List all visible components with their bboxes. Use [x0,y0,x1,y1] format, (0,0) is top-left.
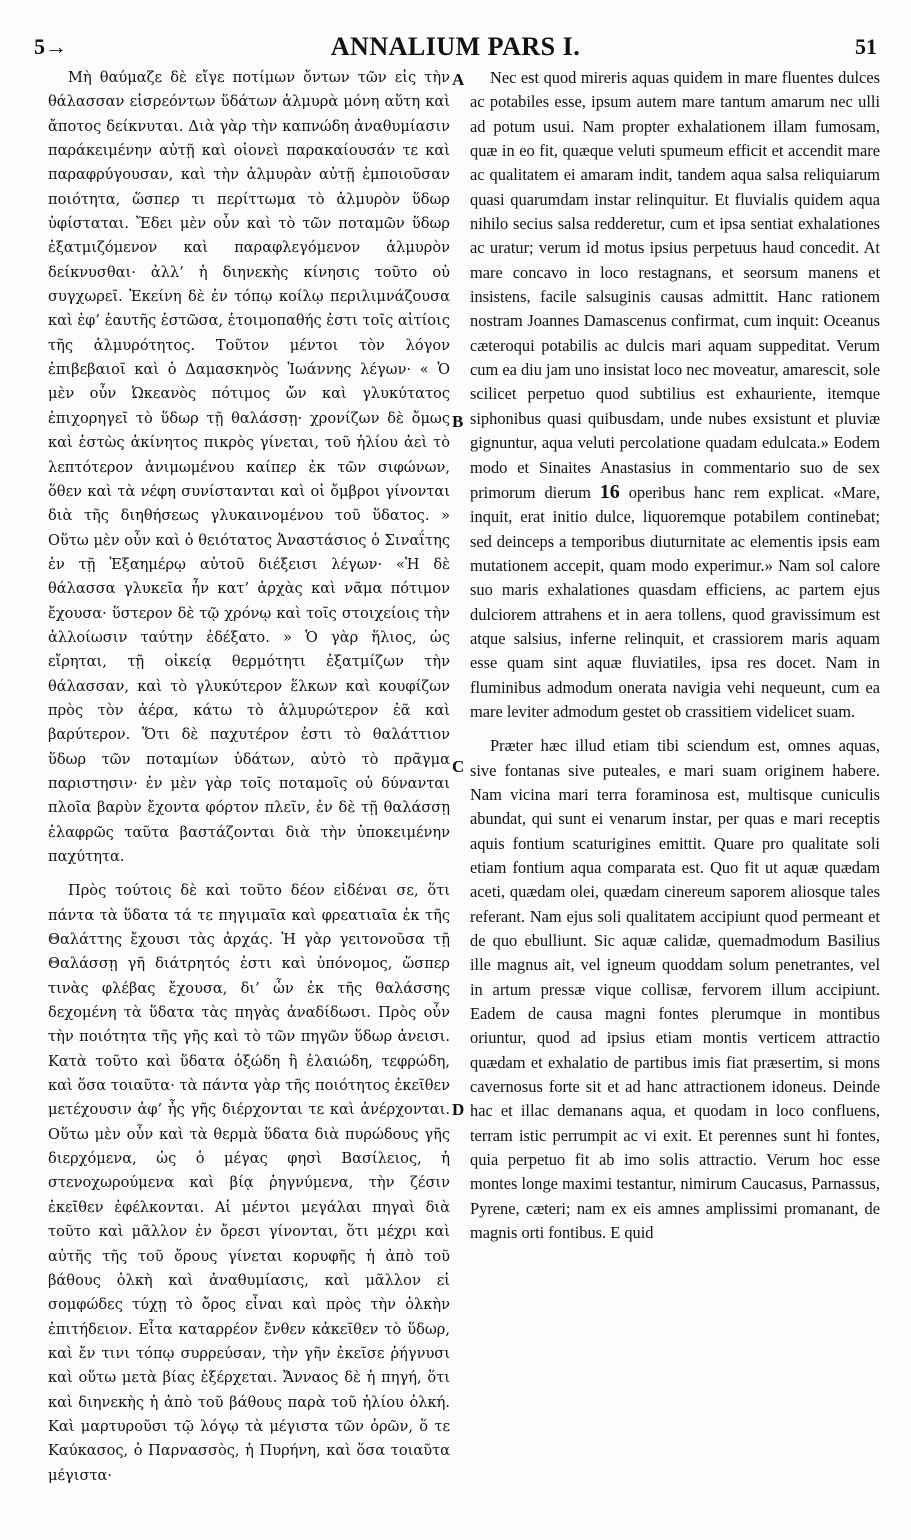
latin-paragraph-1 [470,66,880,724]
running-header [30,30,881,60]
latin-paragraph-2: Præter hæc illud etiam tibi sciendum est, omnes aquas, sive fontanas sive puteales, e mari suam originem habere. Nam vicina mari terra foraminosa est, multisque cuniculis abundat, qui sunt ei venarum instar, per quas e mari receptis aquis fontium scaturigines emittit. Quare pro qualitate soli etiam fontium aqua comparata est. Quo fit ut aquæ quædam aceti, quædam olei, quædam cinereum saporem aliosque tales referant. Nam ejus soli qualitatem accipiunt quod permeant et de quo ebulliunt. Sic aquæ calidæ, quemadmodum Basilius ille magnus ait, vel igneum quoddam solum penetrantes, vel in artum pressæ vique collisæ, fervorem illum accipiunt. Eadem de causa magni fontes plerumque in montibus oriuntur, quod ad ipsius etiam montis verticem attractio quædam et exhalatio de partibus imis fiat præsertim, si mons cavernosus forte sit et ad hanc attractionem idoneus. Deinde hac et illac demanans aqua, et quodam in loco confluens, terram istic perrumpit ac vi exit. Et perennes sunt hi fontes, quia perpetuo fit ab imo solis attractio. Verum hoc esse montes longe maximi testantur, nimirum Caucasus, Parnassus, Pyrene, cæteri; nam ex eis amnes amplissimi promanant, de magnis orti fontibus. E quid [470,736,880,1243]
page-number-right: 51 [855,34,877,59]
margin-letter-a: A [452,70,465,89]
latin-column [470,66,880,1246]
margin-letter-d: D [452,1100,465,1119]
margin-letter-c: C [452,757,465,776]
running-title: ANNALIUM PARS I. [330,32,581,61]
greek-paragraph-2: Πρὸς τούτοις δὲ καὶ τοῦτο δέον εἰδέναι σε, ὅτι πάντα τὰ ὕδατα τά τε πηγιμαῖα καὶ φρεατιαῖα ἐκ τῆς Θαλάττης ἔχουσι τὰς ἀρχάς. Ἡ γὰρ γειτονοῦσα τῇ Θαλάσσῃ γῆ διάτρητός ἐστι καὶ ὑπόνομος, ὥσπερ τινὰς φλέβας ἔχουσα, δι’ ὧν ἐκ τῆς θαλάσσης δεχομένη τὰ ὕδατα τὰς πηγὰς ἀναδίδωσι. Πρὸς οὖν τὴν ποιότητα τῆς γῆς καὶ τὸ τῶν πηγῶν ὕδωρ ἀνεισι. Κατὰ τοῦτο καὶ ὕδατα ὀξώδη ἢ ἐλαιώδη, τεφρώδη, καὶ ὅσα τοιαῦτα· τὰ πάντα γὰρ τῆς ποιότητος ἐκεῖθεν μετέχουσιν ἀφ’ ἧς γῆς διέρχονται τε καὶ ἀνέρχονται. Οὕτω μὲν οὖν καὶ τὰ θερμὰ ὕδατα διὰ πυρώδους γῆς διερχόμενα, ὡς ὁ μέγας φησὶ Βασίλειος, ἡ στενοχωρούμενα καὶ βίᾳ ῥηγνύμενα, τὴν ζέσιν ἐκεῖθεν ἐφέλκονται. Αἱ μέντοι μεγάλαι πηγαὶ διὰ τοῦτο καὶ μᾶλλον ἐν ὄρεσι γίνονται, ὅτι μέχρι καὶ αὐτῆς τῆς τοῦ ὄρους γίνεται κορυφῆς ἡ ἀπὸ τοῦ βάθους ὁλκὴ καὶ ἀναθυμίασις, καὶ μᾶλλον εἰ σομφώδες τύχῃ τὸ ὄρος εἶναι καὶ πρὸς τὴν ὁλκὴν ἐπιτήδειον. Εἶτα καταρρέον ἔνθεν κἀκεῖθεν τὸ ὕδωρ, καὶ ἔν τινι τόπῳ συρρεύσαν, τὴν γῆν ἐκεῖσε ῥήγνυσι καὶ οὕτω μετὰ βίας ἐξέρχεται. Ἄνναος δὲ ἡ πηγή, ὅτι καὶ διηνεκὴς ἡ ἀπὸ τοῦ βάθους παρὰ τοῦ ἡλίου ὁλκή. Καὶ μαρτυροῦσι τῷ λόγῳ τὰ μέγιστα τῶν ὀρῶν, ὅ τε Καύκασος, ὁ Παρνασσὸς, ἡ Πυρήνη, καὶ ὅσα τοιαῦτα μέγιστα· [48,882,450,1484]
latin-paragraph-1-part-a: Nec est quod mireris aquas quidem in mare fluentes dulces ac potabiles esse, ipsum autem mare tantum amarum nec ulli ad potum usui. Nam propter exhalationem illam fumosam, quæ in eo fit, quæque veluti spumeum efficit et accendit mare ac qualitatem ei amaram indit, tandem aqua salsa reliquiarum quasi quarumdam instar relinquitur. Et fluvialis quidem aqua nihilo secius salsa redderetur, cum et ipsa sentiat exhalationes ac uratur; verum id motus ipsius perpetuus haud concedit. At mare concavo in loco restagnans, et seorsum manens et insistens, facile salsuginis causas admittit. Hanc rationem nostram Joannes Damascenus confirmat, cum inquit: Oceanus cæteroqui potabilis ac dulcis mari aquam suppeditat. Verum cum ea diu jam uno insistat loco nec moveatur, amarescit, sole scilicet perpetuo quod subtilius est exhauriente, itemque siphonibus quasi quibusdam, unde nubes exsistunt et pluviæ gignuntur, aqua veluti percolatione quadam edulcata.» Eodem modo et Sinaites Anastasius in commentario suo de sex primorum dierum [470,68,880,502]
section-number: 16 [599,480,620,503]
page-number-left: 5→ [34,34,67,59]
latin-paragraph-1-part-b: operibus hanc rem explicat. «Mare, inquit, erat initio dulce, liquoremque potabilem continebat; sed deinceps a temporibus diuturnitate ac elementis ipsis eam mutationem accepit, quam modo experimur.» Nam sol calore suo maris exhalationes quasdam efficiens, ac partem ejus dulciorem attrahens et in aera tollens, quod gravissimum est atque salsius, inferne relinquit, et crassiorem maris aquam esse quam sint aquæ fluviatiles, ipsa res docet. Nam in fluminibus admodum onerata navigia vehi nequeunt, cum ea mare leviter admodum gestet ob crassitiem videlicet suam. [470,482,880,721]
greek-paragraph-1: Μὴ θαύμαζε δὲ εἴγε ποτίμων ὄντων τῶν εἰς τὴν θάλασσαν εἰσρεόντων ὕδάτων ἁλμυρὰ μόνη αὕτη καὶ ἄποτος δείκνυται. Διὰ γὰρ τὴν καπνώδη ἀναθυμίασιν παράκειμένην αὐτῇ καὶ οἱονεὶ παρακαίουσάν τε καὶ παραφρύγουσαν, καὶ τὴν ἁλμυρὰν αὐτῇ ἐμποιοῦσαν ποιότητα, ὥσπερ τι περίττωμα τὸ ἁλμυρὸν ὕδωρ ὑφίσταται. Ἔδει μὲν οὖν καὶ τὸ τῶν ποταμῶν ὕδωρ ἐξατμιζόμενον καὶ παραφλεγόμενον ἁλμυρὸν δείκνυσθαι· ἀλλ’ ἡ διηνεκὴς κίνησις τοῦτο οὐ συγχωρεῖ. Ἐκείνη δὲ ἐν τόπῳ κοίλῳ περιλιμνάζουσα καὶ ἐφ’ ἑαυτῆς ἑστῶσα, ἑτοιμοπαθής ἐστι τοῖς αἰτίοις τῆς ἁλμυρότητος. Τοῦτον μέντοι τὸν λόγον ἐπιβεβαιοῖ καὶ ὁ Δαμασκηνὸς Ἰωάννης λέγων· « Ὁ μὲν οὖν Ὠκεανὸς πότιμος ὤν καὶ γλυκύτατος ἐπιχορηγεῖ τὸ ὕδωρ τῇ θαλάσσῃ· χρονίζων δὲ ὄμως καὶ ἑστὼς ἀκίνητος πικρὸς γίνεται, τοῦ ἡλίου ἀεὶ τὸ λεπτότερον ἀνιμωμένου καίπερ ἐκ τῶν σιφώνων, ὅθεν καὶ τὰ νέφη συνίστανται καὶ οἱ ὄμβροι γίνονται διὰ τῆς διηθήσεως γλυκαινομένου τοῦ ὕδατος. » Οὕτω μὲν οὖν καὶ ὁ θειότατος Ἀναστάσιος ὁ Σιναΐτης ἐν τῇ Ἐξαημέρῳ αὐτοῦ διέξεισι λέγων· «Ἡ δὲ θάλασσα γλυκεῖα ἦν κατ’ ἀρχὰς καὶ νᾶμα πότιμον ἔχουσα· ὕστερον δὲ τῷ χρόνῳ καὶ τοῖς στοιχείοις τὴν ἀλλοίωσιν ταύτην ἐδέξατο. » Ὁ γὰρ ἥλιος, ὡς εἴρηται, τῇ οἰκείᾳ θερμότητι ἐξατμίζων τὴν θάλασσαν, καὶ τὸ γλυκύτερον ἕλκων καὶ κουφίζων πρὸς τὸν ἀέρα, κάτω τὸ ἁλμυρώτερον ἐᾶ καὶ βαρύτερον. Ὅτι δὲ παχυτέρον ἐστι τὸ θαλάττιον ὕδωρ τῶν ποταμίων ὑδάτων, αὐτὸ τὸ πρᾶγμα παριστησιν· ἐν μὲν γὰρ τοῖς ποταμοῖς οὐ δύνανται πλοῖα βαρὺν ἔχοντα φόρτον πλεῖν, ἐν δὲ τῇ θαλάσσῃ ἐλαφρῶς ταῦτα βαστάζονται διὰ τὴν ὑποκειμένην παχύτητα. [48,69,451,865]
greek-column [48,66,450,1488]
margin-letter-b: B [452,412,464,431]
